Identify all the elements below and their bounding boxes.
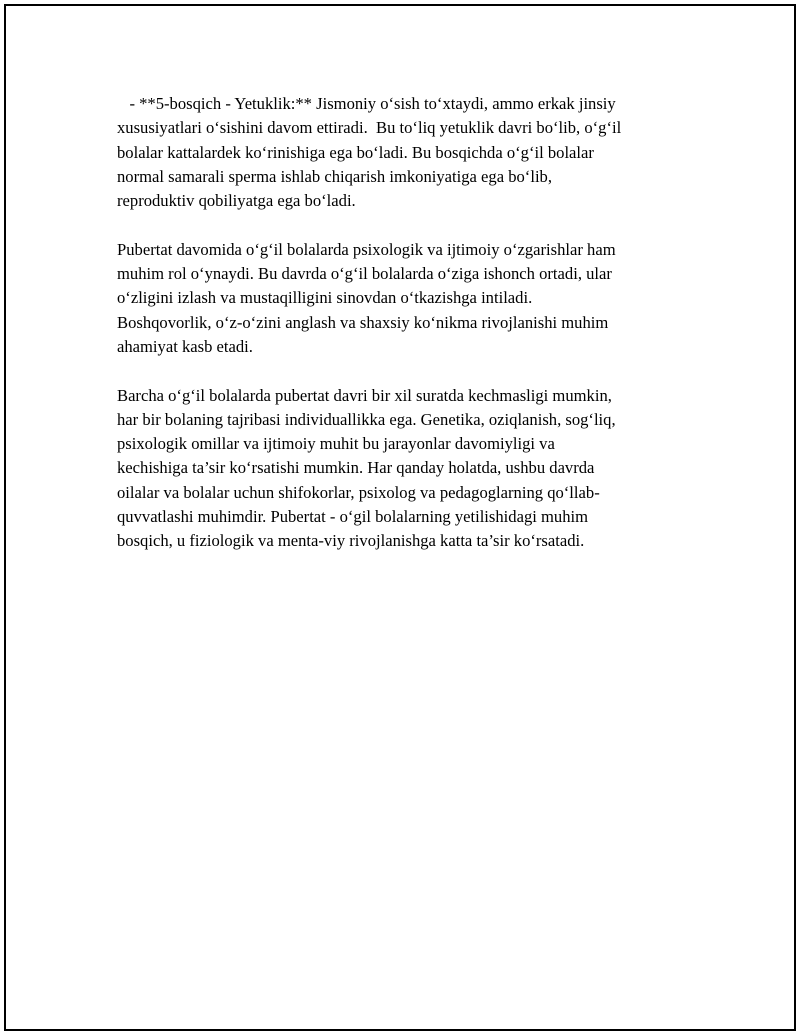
text-line: normal samarali sperma ishlab chiqarish imkoniyatiga ega bo‘lib, — [117, 166, 553, 186]
text-line: muhim rol o‘ynaydi. Bu davrda o‘g‘il bolalarda o‘ziga ishonch ortadi, ular — [117, 264, 612, 284]
text-line: bolalar kattalardek ko‘rinishiga ega bo‘ladi. Bu bosqichda o‘g‘il bolalar — [117, 142, 594, 162]
text-line: Pubertat davomida o‘g‘il bolalarda psixologik va ijtimoiy o‘zgarishlar ham — [117, 239, 616, 259]
text-line: - **5-bosqich - Yetuklik:** Jismoniy o‘sish to‘xtaydi, ammo erkak jinsiy — [117, 94, 616, 113]
text-line: kechishiga ta’sir ko‘rsatishi mumkin. Har qanday holatda, ushbu davrda — [117, 458, 595, 478]
text-line: o‘zligini izlash va mustaqilligini sinovdan o‘tkazishga intiladi. — [117, 288, 533, 308]
paragraph-individual-differences — [117, 384, 677, 554]
document-body — [117, 92, 677, 554]
text-line: har bir bolaning tajribasi individuallikka ega. Genetika, oziqlanish, sog‘liq, — [117, 409, 616, 429]
text-line: ahamiyat kasb etadi. — [117, 336, 253, 356]
text-line: Boshqovorlik, o‘z-o‘zini anglash va shaxsiy ko‘nikma rivojlanishi muhim — [117, 312, 609, 332]
text-line: reproduktiv qobiliyatga ega bo‘ladi. — [117, 191, 356, 211]
text-line: quvvatlashi muhimdir. Pubertat - o‘gil bolalarning yetilishidagi muhim — [117, 507, 589, 527]
text-line: oilalar va bolalar uchun shifokorlar, psixolog va pedagoglarning qo‘llab- — [117, 482, 600, 502]
text-line: Barcha o‘g‘il bolalarda pubertat davri bir xil suratda kechmasligi mumkin, — [117, 385, 612, 405]
paragraph-psychological-changes — [117, 238, 677, 359]
paragraph-stage-5 — [117, 92, 677, 213]
text-line: bosqich, u fiziologik va menta-viy rivojlanishga katta ta’sir ko‘rsatadi. — [117, 531, 585, 551]
text-line: xususiyatlari o‘sishini davom ettiradi. Bu to‘liq yetuklik davri bo‘lib, o‘g‘il — [117, 118, 622, 138]
text-line: psixologik omillar va ijtimoiy muhit bu jarayonlar davomiyligi va — [117, 434, 555, 454]
